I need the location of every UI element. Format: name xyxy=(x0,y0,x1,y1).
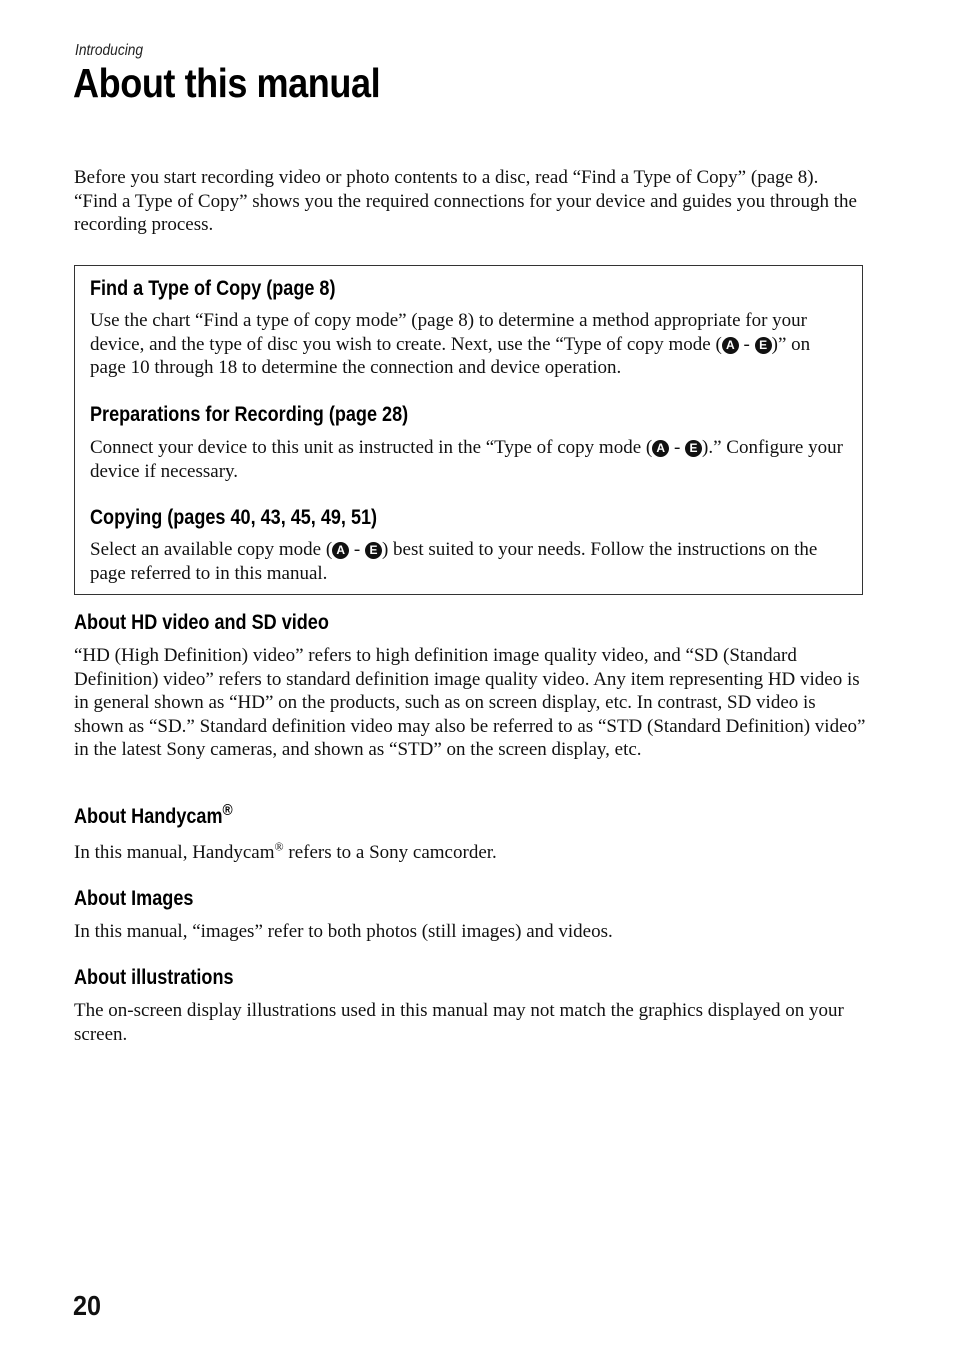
registered-mark: ® xyxy=(222,802,233,819)
illustrations-heading: About illustrations xyxy=(74,966,234,989)
hd-sd-text: “HD (High Definition) video” refers to high definition image quality video, and “SD (Standard Definition) video” refers to standard definition image quality video. Any item representing HD video is in general shown as “HD” on the products, such as on screen display, etc. In contrast, SD video is shown as “SD.” Standard definition video may also be referred to as “STD (Standard Definition) video” in the latest Sony cameras, and shown as “STD” on the screen display, etc. xyxy=(74,645,866,760)
hd-sd-section xyxy=(74,611,866,762)
find-type-heading: Find a Type of Copy (page 8) xyxy=(90,277,336,300)
copying-block xyxy=(90,506,850,585)
handycam-heading-text: About Handycam xyxy=(74,805,223,828)
copying-text-part: Select an available copy mode ( xyxy=(90,539,333,560)
preparations-text-dash: - xyxy=(669,437,686,458)
find-type-text-part: Use the chart “Find a type of copy mode” (page 8) to determine a method appropriate for your device, and the type of disc you wish to create. Next, use the “Type of copy mode ( xyxy=(90,310,807,355)
find-type-block xyxy=(90,277,850,380)
page-number: 20 xyxy=(73,1290,102,1321)
find-type-text-part: )” on page 10 through 18 to determine the connection and device operation. xyxy=(90,333,811,378)
handycam-heading xyxy=(74,802,755,829)
mode-e-badge: E xyxy=(755,337,772,354)
mode-e-badge: E xyxy=(685,440,702,457)
mode-a-badge: A xyxy=(652,440,669,457)
find-type-text-dash: - xyxy=(738,333,755,355)
copying-heading: Copying (pages 40, 43, 45, 49, 51) xyxy=(90,506,378,529)
images-text: In this manual, “images” refer to both photos (still images) and videos. xyxy=(74,921,613,942)
copying-text xyxy=(90,538,850,585)
handycam-text xyxy=(74,841,866,865)
images-section xyxy=(74,887,866,944)
handycam-text-part: refers to a Sony camcorder. xyxy=(283,842,497,863)
illustrations-text: The on-screen display illustrations used in this manual may not match the graphics displayed on your screen. xyxy=(74,1000,844,1045)
preparations-text-part: Connect your device to this unit as instructed in the “Type of copy mode ( xyxy=(90,437,653,458)
section-label: Introducing xyxy=(75,42,144,59)
illustrations-section xyxy=(74,966,866,1046)
procedure-box xyxy=(74,265,863,595)
hd-sd-heading: About HD video and SD video xyxy=(74,611,329,634)
mode-a-badge: A xyxy=(722,337,739,354)
find-type-text xyxy=(90,309,850,380)
page-title: About this manual xyxy=(73,60,381,106)
mode-e-badge: E xyxy=(365,542,382,559)
preparations-block xyxy=(90,403,850,483)
mode-a-badge: A xyxy=(332,542,349,559)
registered-mark: ® xyxy=(274,839,284,854)
preparations-text xyxy=(90,436,850,483)
handycam-section xyxy=(74,802,866,865)
copying-text-part: ) best suited to your needs. Follow the instructions on the page referred to in this manual. xyxy=(90,539,818,584)
images-heading: About Images xyxy=(74,887,194,910)
preparations-heading: Preparations for Recording (page 28) xyxy=(90,403,409,426)
copying-text-dash: - xyxy=(349,539,365,560)
handycam-text-part: In this manual, Handycam xyxy=(74,842,275,863)
intro-paragraph: Before you start recording video or photo contents to a disc, read “Find a Type of Copy” (page 8). “Find a Type of Copy” shows you the required connections for your device and guides you through the recording process. xyxy=(74,167,857,235)
preparations-text-part: ).” Configure your device if necessary. xyxy=(90,437,843,482)
